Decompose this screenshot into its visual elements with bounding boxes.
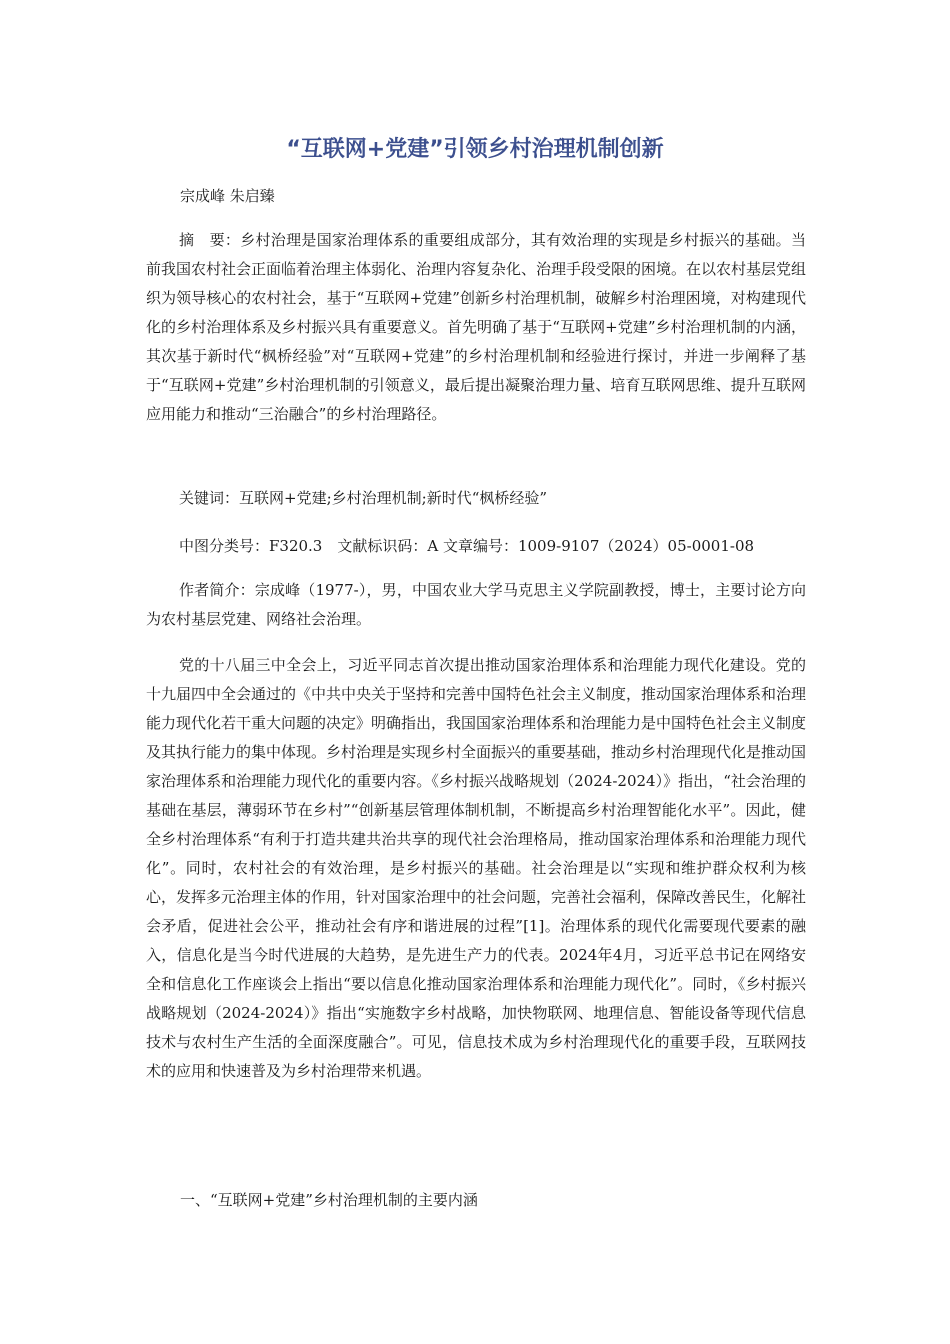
body-paragraph: 党的十八届三中全会上，习近平同志首次提出推动国家治理体系和治理能力现代化建设。党的十九届四中全会通过的《中共中央关于坚持和完善中国特色社会主义制度，推动国家治理体系和治理能力现代化若干重大问题的决定》明确指出，我国国家治理体系和治理能力是中国特色社会主义制度及其执行能力的集中体现。乡村治理是实现乡村全面振兴的重要基础，推动乡村治理现代化是推动国家治理体系和治理能力现代化的重要内容。《乡村振兴战略规划（2024-2024）》指出，“社会治理的基础在基层，薄弱环节在乡村”“创新基层管理体制机制，不断提高乡村治理智能化水平”。因此，健全乡村治理体系“有利于打造共建共治共享的现代社会治理格局，推动国家治理体系和治理能力现代化”。同时，农村社会的有效治理，是乡村振兴的基础。社会治理是以“实现和维护群众权利为核心，发挥多元治理主体的作用，针对国家治理中的社会问题，完善社会福利，保障改善民生，化解社会矛盾，促进社会公平，推动社会有序和谐进展的过程”[1]。治理体系的现代化需要现代要素的融入，信息化是当今时代进展的大趋势，是先进生产力的代表。2024年4月，习近平总书记在网络安全和信息化工作座谈会上指出“要以信息化推动国家治理体系和治理能力现代化”。同时，《乡村振兴战略规划（2024-2024）》指出“实施数字乡村战略，加快物联网、地理信息、智能设备等现代信息技术与农村生产生活的全面深度融合”。可见，信息技术成为乡村治理现代化的重要手段，互联网技术的应用和快速普及为乡村治理带来机遇。 [146,656,807,1080]
article-title: “互联网+党建”引领乡村治理机制创新 [286,137,664,162]
abstract-text: 乡村治理是国家治理体系的重要组成部分，其有效治理的实现是乡村振兴的基础。当前我国农村社会正面临着治理主体弱化、治理内容复杂化、治理手段受限的困境。在以农村基层党组织为领导核心的农村社会，基于“互联网+党建”创新乡村治理机制，破解乡村治理困境，对构建现代化的乡村治理体系及乡村振兴具有重要意义。首先明确了基于“互联网+党建”乡村治理机制的内涵，其次基于新时代“枫桥经验”对“互联网+党建”的乡村治理机制和经验进行探讨，并进一步阐释了基于“互联网+党建”乡村治理机制的引领意义，最后提出凝聚治理力量、培育互联网思维、提升互联网应用能力和推动“三治融合”的乡村治理路径。 [146,231,807,423]
keywords-text: 互联网+党建;乡村治理机制;新时代“枫桥经验” [239,489,548,507]
bio-text: 宗成峰（1977-），男，中国农业大学马克思主义学院副教授，博士，主要讨论方向为农村基层党建、网络社会治理。 [146,581,806,628]
author-bio-paragraph [146,576,806,634]
section-heading: 一、“互联网+党建”乡村治理机制的主要内涵 [180,1191,478,1209]
keywords-label: 关键词： [179,489,240,507]
classification-line: 中图分类号：F320.3 文献标识码：A 文章编号：1009-9107（2024）05-0001-08 [179,537,755,555]
abstract-label: 摘 要： [179,231,241,249]
bio-label: 作者简介： [179,581,255,599]
abstract-paragraph [146,226,806,429]
keywords-paragraph [146,484,806,513]
article-authors: 宗成峰 朱启臻 [180,187,275,205]
